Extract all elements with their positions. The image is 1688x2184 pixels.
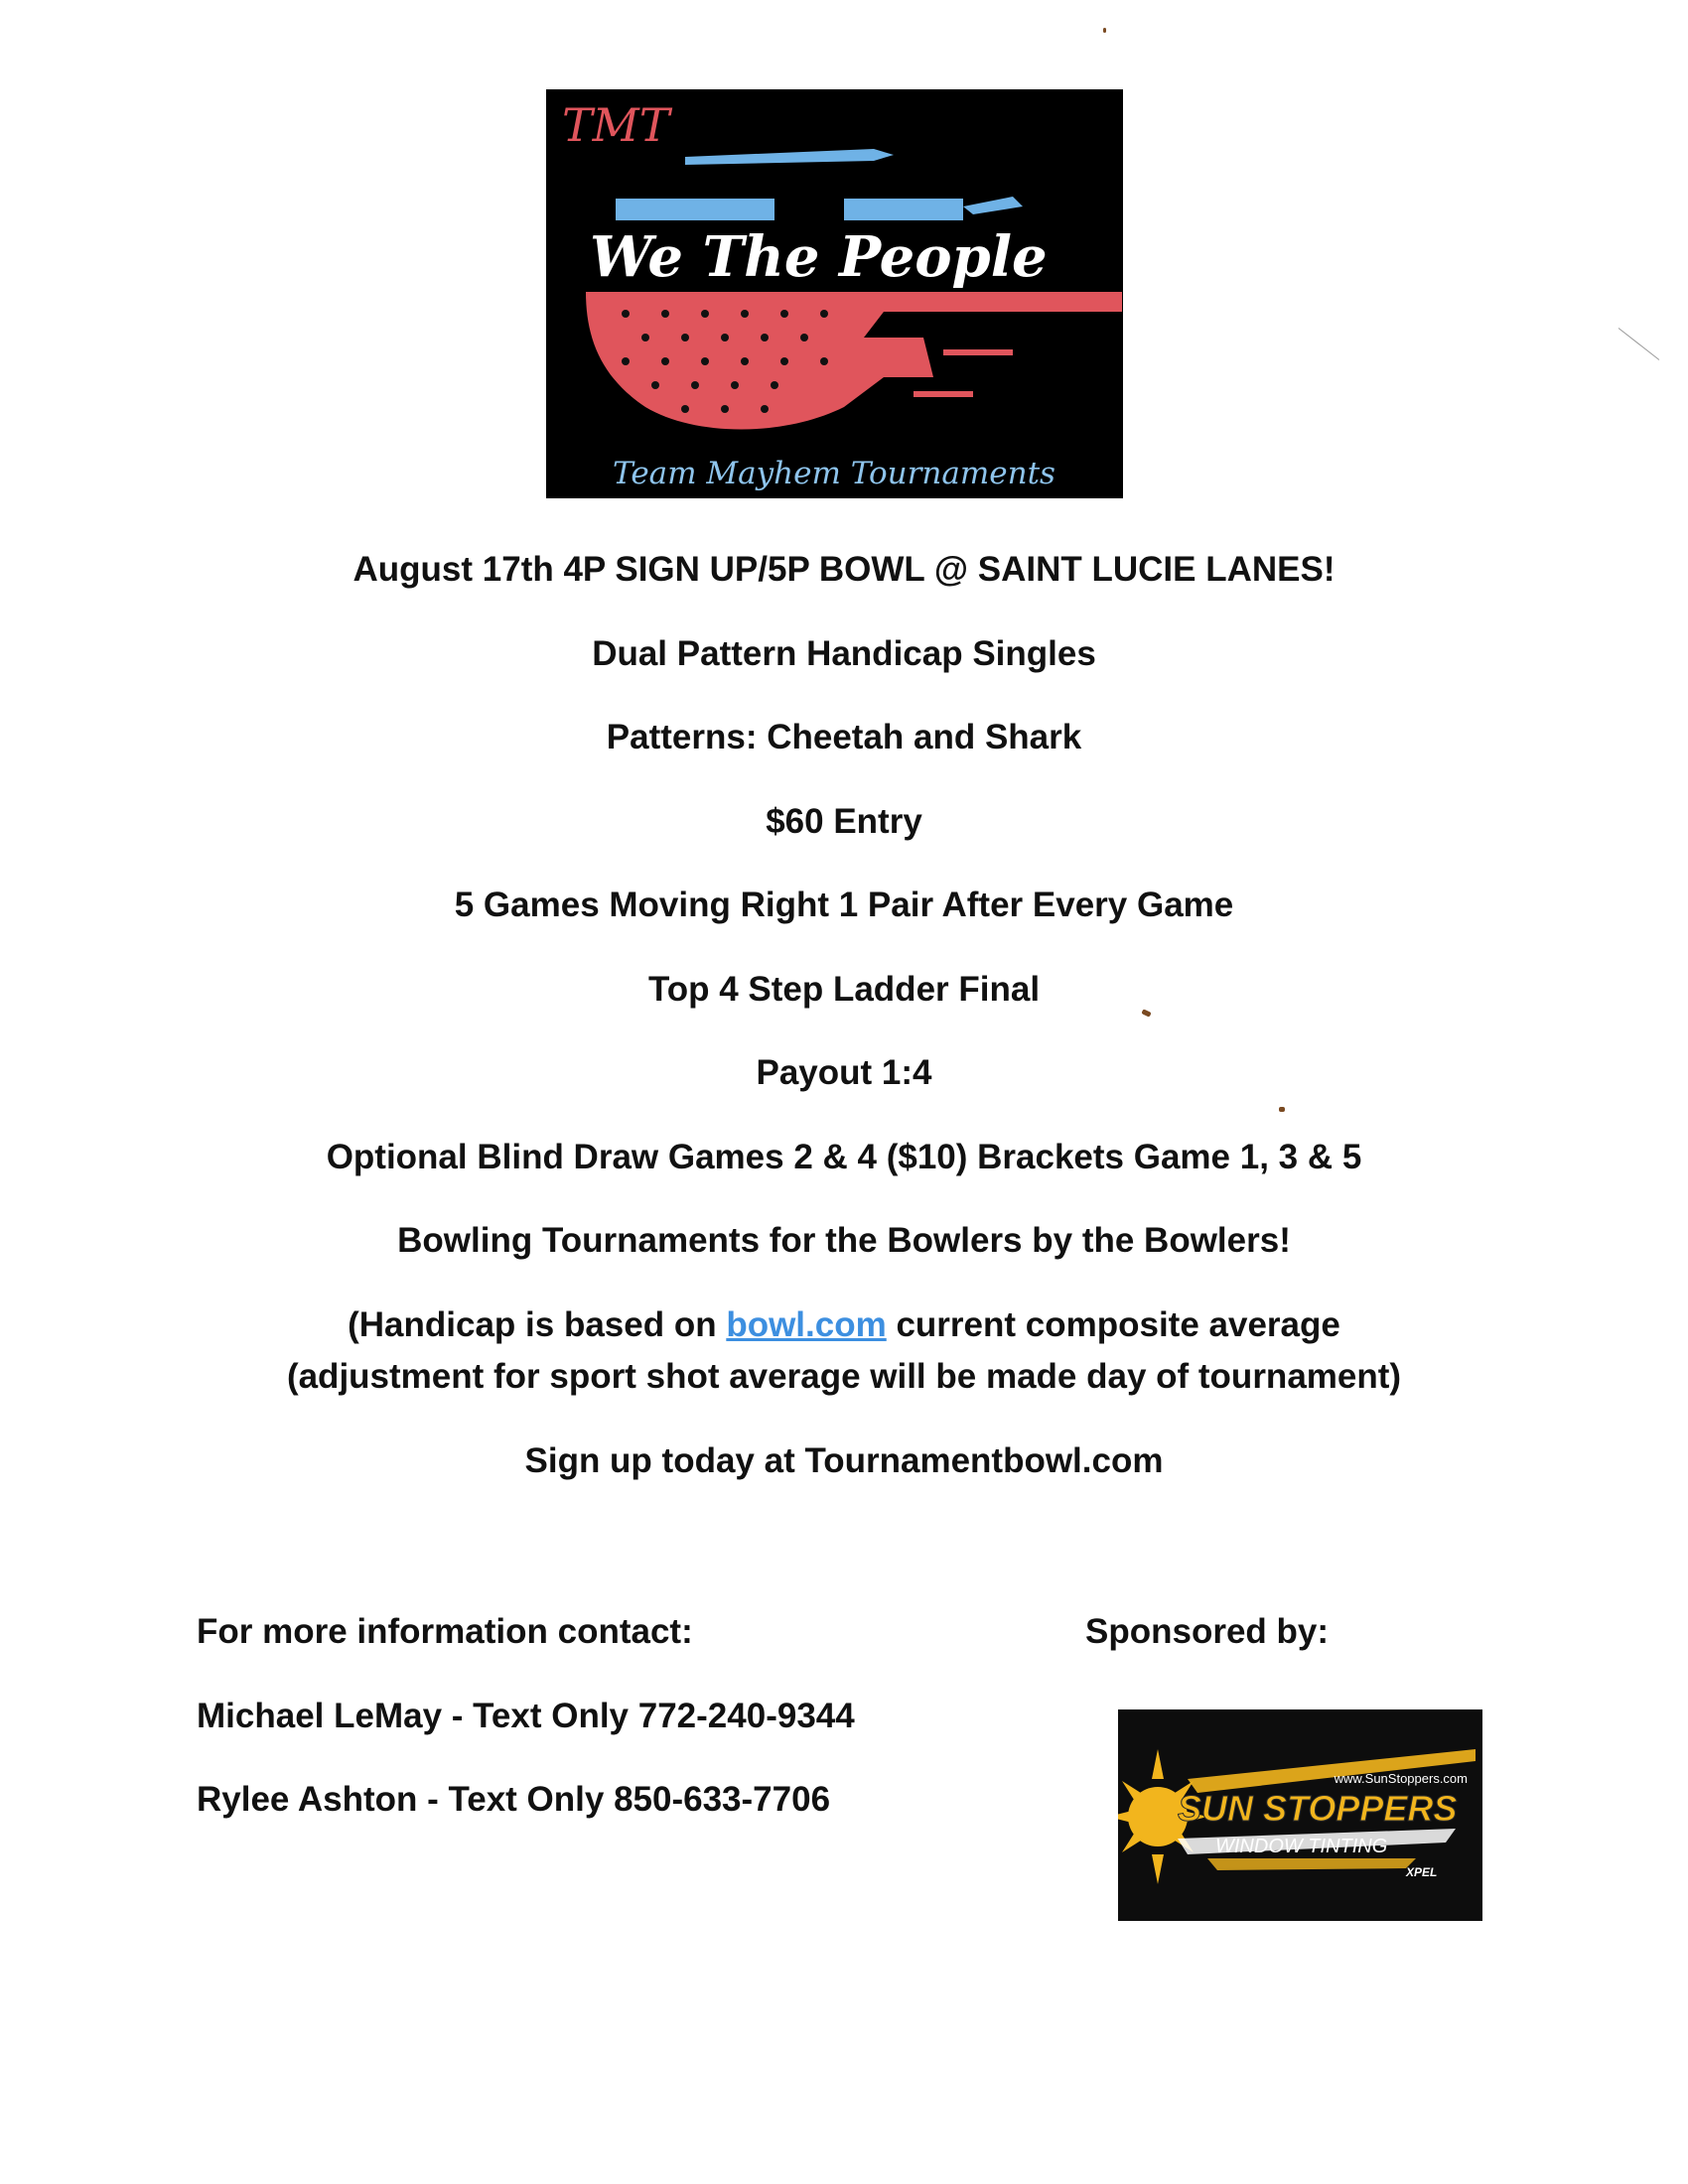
sun-logo-sub: WINDOW TINTING bbox=[1215, 1836, 1388, 1857]
event-games: 5 Games Moving Right 1 Pair After Every Game bbox=[454, 886, 1234, 924]
contact-person: Michael LeMay - Text Only 772-240-9344 bbox=[197, 1697, 855, 1735]
event-patterns: Patterns: Cheetah and Shark bbox=[606, 718, 1082, 756]
event-entry-fee: $60 Entry bbox=[766, 802, 922, 841]
sun-stoppers-logo-image bbox=[1118, 1709, 1482, 1921]
scan-mark-line bbox=[1618, 328, 1660, 360]
tmt-logo-brand: TMT bbox=[562, 98, 670, 152]
scan-speck bbox=[1103, 28, 1106, 33]
sun-logo-url: www.SunStoppers.com bbox=[1334, 1771, 1468, 1786]
event-slogan: Bowling Tournaments for the Bowlers by the Bowlers! bbox=[397, 1221, 1291, 1260]
tmt-logo-tagline: We The People bbox=[590, 224, 1048, 290]
signup-line: Sign up today at Tournamentbowl.com bbox=[524, 1441, 1164, 1480]
tmt-logo-image bbox=[546, 89, 1123, 498]
event-optional: Optional Blind Draw Games 2 & 4 ($10) Brackets Game 1, 3 & 5 bbox=[326, 1138, 1362, 1176]
adjustment-note: (adjustment for sport shot average will be made day of tournament) bbox=[286, 1357, 1402, 1396]
handicap-suffix: current composite average bbox=[886, 1305, 1340, 1344]
contact-person: Rylee Ashton - Text Only 850-633-7706 bbox=[197, 1780, 831, 1819]
handicap-prefix: (Handicap is based on bbox=[348, 1305, 727, 1344]
scan-speck bbox=[1279, 1107, 1285, 1112]
sponsor-heading: Sponsored by: bbox=[1085, 1612, 1330, 1651]
sun-logo-name: SUN STOPPERS bbox=[1178, 1788, 1458, 1829]
sun-logo-partner: XPEL bbox=[1406, 1865, 1438, 1879]
event-headline: August 17th 4P SIGN UP/5P BOWL @ SAINT LUCIE LANES! bbox=[352, 550, 1336, 589]
event-final: Top 4 Step Ladder Final bbox=[647, 970, 1041, 1009]
bowl-com-link[interactable]: bowl.com bbox=[726, 1305, 887, 1344]
handicap-note bbox=[0, 1303, 1688, 1347]
contact-heading: For more information contact: bbox=[197, 1612, 693, 1651]
event-payout: Payout 1:4 bbox=[756, 1053, 932, 1092]
tmt-logo-caption: Team Mayhem Tournaments bbox=[613, 456, 1055, 491]
event-format: Dual Pattern Handicap Singles bbox=[592, 634, 1096, 673]
